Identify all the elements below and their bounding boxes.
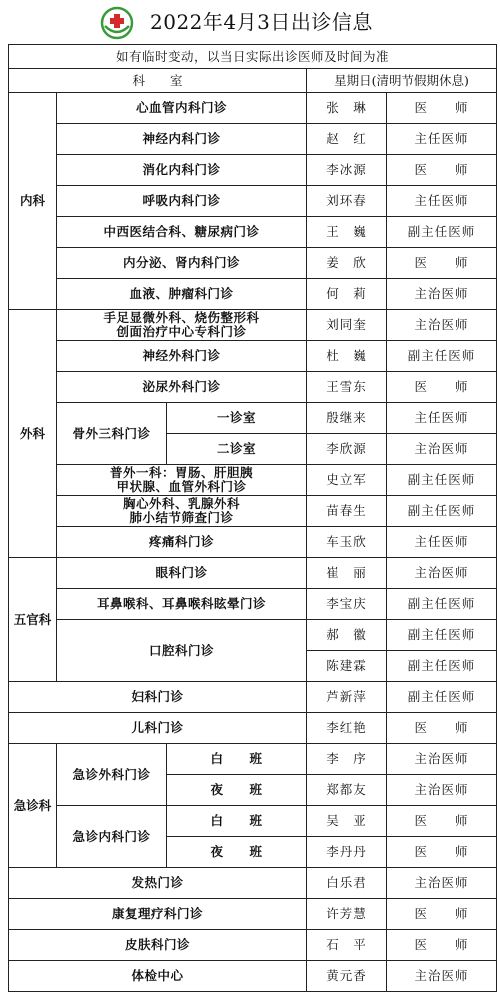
- doctor-title: 主任医师: [387, 124, 497, 155]
- doctor-title: 副主任医师: [387, 620, 497, 651]
- doctor-title: 主任医师: [387, 186, 497, 217]
- table-row: [9, 589, 497, 620]
- clinic-room: 一诊室: [167, 403, 307, 434]
- department-name-line: 普外一科：胃肠、肝胆胰: [109, 465, 253, 480]
- department-name: 中西医结合科、糖尿病门诊: [57, 217, 307, 248]
- doctor-title: 医 师: [387, 713, 497, 744]
- doctor-title: 医 师: [387, 930, 497, 961]
- doctor-title: 医 师: [387, 155, 497, 186]
- doctor-name: 陈建霖: [307, 651, 387, 682]
- department-name: 发热门诊: [9, 868, 307, 899]
- doctor-name: 石 平: [307, 930, 387, 961]
- doctor-title: 副主任医师: [387, 341, 497, 372]
- department-name: 体检中心: [9, 961, 307, 992]
- shift-label: 白 班: [167, 744, 307, 775]
- department-name-line: 创面治疗中心专科门诊: [116, 324, 247, 339]
- column-header-date: 星期日(清明节假期休息): [307, 69, 497, 93]
- doctor-name: 黄元香: [307, 961, 387, 992]
- doctor-name: 苗春生: [307, 496, 387, 527]
- table-row: [9, 868, 497, 899]
- table-row: [9, 93, 497, 124]
- header: [0, 0, 500, 44]
- table-row: [9, 403, 497, 434]
- doctor-title: 医 师: [387, 248, 497, 279]
- shift-label: 夜 班: [167, 837, 307, 868]
- hospital-logo-icon: [100, 6, 134, 40]
- department-name: 骨外三科门诊: [57, 403, 167, 465]
- category-surgery: 外科: [9, 310, 57, 558]
- doctor-name: 刘环春: [307, 186, 387, 217]
- doctor-name: 崔 丽: [307, 558, 387, 589]
- doctor-title: 主治医师: [387, 868, 497, 899]
- doctor-name: 王 巍: [307, 217, 387, 248]
- doctor-title: 主治医师: [387, 961, 497, 992]
- table-row: [9, 310, 497, 341]
- schedule-table: [8, 44, 497, 992]
- column-header-department: 科 室: [9, 69, 307, 93]
- table-row: [9, 558, 497, 589]
- doctor-name: 李宝庆: [307, 589, 387, 620]
- header-row: [9, 69, 497, 93]
- department-name: 耳鼻喉科、耳鼻喉科眩晕门诊: [57, 589, 307, 620]
- clinic-room: 二诊室: [167, 434, 307, 465]
- table-row: [9, 744, 497, 775]
- doctor-title: 主治医师: [387, 434, 497, 465]
- doctor-name: 李红艳: [307, 713, 387, 744]
- table-row: [9, 217, 497, 248]
- doctor-name: 芦新萍: [307, 682, 387, 713]
- department-name: [57, 496, 307, 527]
- department-name: 皮肤科门诊: [9, 930, 307, 961]
- department-name: 呼吸内科门诊: [57, 186, 307, 217]
- department-name: 儿科门诊: [9, 713, 307, 744]
- doctor-title: 主治医师: [387, 775, 497, 806]
- table-row: [9, 930, 497, 961]
- doctor-name: 郝 徽: [307, 620, 387, 651]
- department-name: 口腔科门诊: [57, 620, 307, 682]
- doctor-name: 赵 红: [307, 124, 387, 155]
- department-name: 神经外科门诊: [57, 341, 307, 372]
- table-row: [9, 155, 497, 186]
- doctor-name: 史立军: [307, 465, 387, 496]
- table-row: [9, 186, 497, 217]
- table-row: [9, 806, 497, 837]
- shift-label: 白 班: [167, 806, 307, 837]
- table-row: [9, 682, 497, 713]
- doctor-title: 副主任医师: [387, 496, 497, 527]
- department-name: 消化内科门诊: [57, 155, 307, 186]
- department-name: 血液、肿瘤科门诊: [57, 279, 307, 310]
- doctor-title: 主治医师: [387, 744, 497, 775]
- table-row: [9, 713, 497, 744]
- table-row: [9, 279, 497, 310]
- notice-text: 如有临时变动，以当日实际出诊医师及时间为准: [9, 45, 497, 69]
- notice-row: [9, 45, 497, 69]
- doctor-name: 吴 亚: [307, 806, 387, 837]
- doctor-name: 郑都友: [307, 775, 387, 806]
- doctor-title: 主治医师: [387, 558, 497, 589]
- department-name: 眼科门诊: [57, 558, 307, 589]
- shift-label: 夜 班: [167, 775, 307, 806]
- doctor-name: 李欣源: [307, 434, 387, 465]
- department-name: [57, 310, 307, 341]
- doctor-title: 副主任医师: [387, 682, 497, 713]
- doctor-name: 殷继来: [307, 403, 387, 434]
- table-row: [9, 124, 497, 155]
- department-name: 急诊外科门诊: [57, 744, 167, 806]
- department-name-line: 甲状腺、血管外科门诊: [116, 479, 247, 494]
- table-row: [9, 465, 497, 496]
- doctor-name: 王雪东: [307, 372, 387, 403]
- doctor-title: 主任医师: [387, 527, 497, 558]
- table-row: [9, 961, 497, 992]
- doctor-title: 主治医师: [387, 310, 497, 341]
- doctor-title: 医 师: [387, 372, 497, 403]
- category-internal: 内科: [9, 93, 57, 310]
- doctor-name: 杜 巍: [307, 341, 387, 372]
- category-emergency: 急诊科: [9, 744, 57, 868]
- table-row: [9, 620, 497, 651]
- doctor-name: 姜 欣: [307, 248, 387, 279]
- doctor-name: 李冰源: [307, 155, 387, 186]
- doctor-name: 刘同奎: [307, 310, 387, 341]
- table-row: [9, 341, 497, 372]
- table-row: [9, 248, 497, 279]
- doctor-name: 何 莉: [307, 279, 387, 310]
- department-name: 妇科门诊: [9, 682, 307, 713]
- doctor-title: 副主任医师: [387, 589, 497, 620]
- department-name-line: 手足显微外科、烧伤整形科: [103, 310, 260, 325]
- doctor-name: 李 序: [307, 744, 387, 775]
- department-name: 康复理疗科门诊: [9, 899, 307, 930]
- doctor-title: 医 师: [387, 93, 497, 124]
- department-name: 神经内科门诊: [57, 124, 307, 155]
- doctor-name: 许芳慧: [307, 899, 387, 930]
- department-name: 心血管内科门诊: [57, 93, 307, 124]
- category-ent: 五官科: [9, 558, 57, 682]
- doctor-name: 李丹丹: [307, 837, 387, 868]
- department-name: 急诊内科门诊: [57, 806, 167, 868]
- doctor-title: 医 师: [387, 806, 497, 837]
- department-name: [57, 465, 307, 496]
- doctor-name: 白乐君: [307, 868, 387, 899]
- doctor-title: 主治医师: [387, 279, 497, 310]
- doctor-name: 车玉欣: [307, 527, 387, 558]
- doctor-name: 张 琳: [307, 93, 387, 124]
- table-row: [9, 527, 497, 558]
- page-title: 2022年4月3日出诊信息: [150, 10, 373, 34]
- doctor-title: 医 师: [387, 899, 497, 930]
- doctor-title: 副主任医师: [387, 465, 497, 496]
- doctor-title: 医 师: [387, 837, 497, 868]
- table-row: [9, 899, 497, 930]
- department-name: 泌尿外科门诊: [57, 372, 307, 403]
- department-name-line: 肺小结节筛查门诊: [129, 510, 234, 525]
- department-name: 疼痛科门诊: [57, 527, 307, 558]
- doctor-title: 副主任医师: [387, 651, 497, 682]
- doctor-title: 主任医师: [387, 403, 497, 434]
- table-row: [9, 496, 497, 527]
- doctor-title: 副主任医师: [387, 217, 497, 248]
- table-row: [9, 372, 497, 403]
- department-name: 内分泌、肾内科门诊: [57, 248, 307, 279]
- department-name-line: 胸心外科、乳腺外科: [122, 496, 240, 511]
